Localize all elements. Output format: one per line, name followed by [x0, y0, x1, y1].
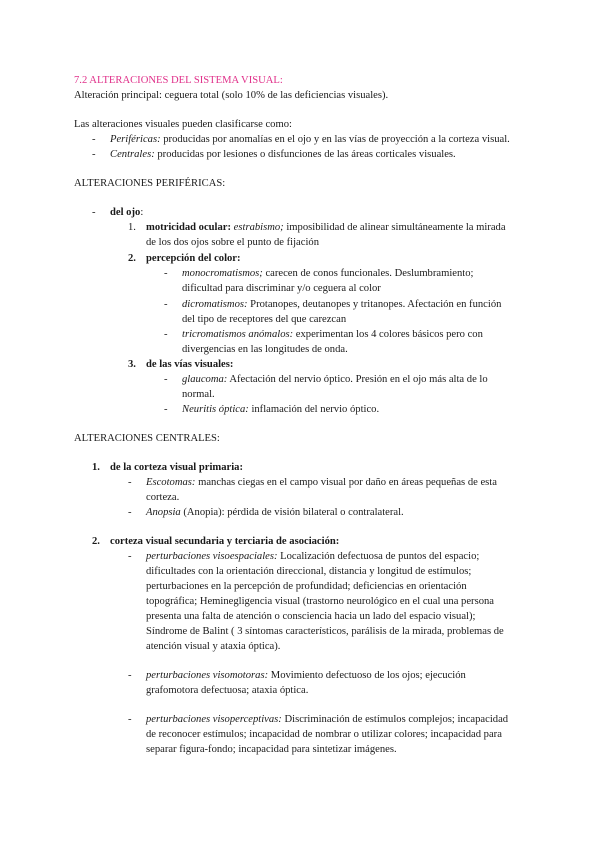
sub-text: Afectación del nervio óptico. Presión en el ojo más alta de lo	[227, 374, 488, 385]
principal-text: : ceguera total (solo 10% de las deficiencias visuales).	[159, 90, 389, 101]
eye-colon: :	[140, 207, 144, 218]
sub-label: perturbaciones visoperceptivas:	[146, 714, 282, 725]
visospatial-line-3: perturbaciones en la percepción de profundidad; deficiencias en orientación	[146, 581, 467, 592]
eye-item	[110, 205, 143, 220]
sub-label: Anopsia	[146, 507, 181, 518]
sub-text: carecen de conos funcionales. Deslumbramiento;	[262, 268, 474, 279]
visospatial-line	[146, 549, 479, 564]
dash-bullet: -	[128, 477, 132, 488]
mono-line-2: dificultad para discriminar y/o ceguera al color	[182, 283, 381, 294]
dash-bullet: -	[92, 149, 96, 160]
visospatial-line-4: topográfica; Heminegligencia visual (trastorno neurológico en el cual una persona	[146, 596, 494, 607]
dash-bullet: -	[164, 374, 168, 385]
visomotor-line	[146, 668, 466, 683]
sub-text: Protanopes, deutanopes y tritanopes. Afectación en función	[247, 299, 502, 310]
motricity-line	[146, 220, 506, 235]
dash-bullet: -	[92, 207, 96, 218]
type-peripheral	[110, 132, 510, 147]
visospatial-line-7: atención visual y ataxia óptica).	[146, 641, 281, 652]
escotomas-line-2: corteza.	[146, 492, 180, 503]
tri-line	[182, 327, 483, 342]
association-cortex-label: corteza visual secundaria y terciaria de asociación:	[110, 536, 340, 547]
item-number: 2.	[92, 536, 100, 547]
visospatial-line-2: dificultades con la orientación direccional, distancia y longitud de estímulos;	[146, 566, 472, 577]
mono-line	[182, 266, 473, 281]
sub-text: Movimiento defectuoso de los ojos; ejecución	[268, 670, 466, 681]
eye-label: del ojo	[110, 207, 141, 218]
sub-label: perturbaciones visomotoras:	[146, 670, 269, 681]
dash-bullet: -	[128, 507, 132, 518]
dash-bullet: -	[92, 134, 96, 145]
principal-line	[74, 88, 388, 103]
type-label: Periféricas:	[110, 134, 161, 145]
sub-text: inflamación del nervio óptico.	[248, 404, 380, 415]
type-text: producidas por anomalías en el ojo y en las vías de proyección a la corteza visual.	[160, 134, 510, 145]
sub-text: manchas ciegas en el campo visual por daño en áreas pequeñas de esta	[195, 477, 497, 488]
color-perception-label: percepción del color:	[146, 253, 241, 264]
item-text: imposibilidad de alinear simultáneamente la mirada	[283, 222, 506, 233]
glaucoma-line	[182, 372, 488, 387]
anopsia-line	[146, 505, 404, 520]
item-number: 1.	[92, 462, 100, 473]
dash-bullet: -	[128, 670, 132, 681]
sub-label: Escotomas:	[146, 477, 196, 488]
dash-bullet: -	[164, 299, 168, 310]
sub-label: perturbaciones visoespaciales:	[146, 551, 278, 562]
type-central	[110, 147, 456, 162]
dash-bullet: -	[128, 551, 132, 562]
visospatial-line-5: presenta una falta de atención o consciencia hacia un lado del espacio visual);	[146, 611, 476, 622]
tri-line-2: divergencias en las longitudes de onda.	[182, 344, 348, 355]
visoperceptive-line-2: de reconocer estímulos; incapacidad de nombrar o utilizar colores; incapacidad para	[146, 729, 502, 740]
dash-bullet: -	[164, 329, 168, 340]
visual-pathways-label: de las vías visuales:	[146, 359, 234, 370]
section-title: 7.2 ALTERACIONES DEL SISTEMA VISUAL:	[74, 75, 283, 86]
sub-label: dicromatismos:	[182, 299, 248, 310]
dash-bullet: -	[128, 714, 132, 725]
item-italic: estrabismo;	[231, 222, 284, 233]
sub-label: Neuritis óptica:	[182, 404, 249, 415]
type-text: producidas por lesiones o disfunciones de las áreas corticales visuales.	[154, 149, 456, 160]
sub-label: tricromatismos anómalos:	[182, 329, 294, 340]
principal-label: Alteración principal	[74, 90, 160, 101]
dash-bullet: -	[164, 268, 168, 279]
peripheral-heading: ALTERACIONES PERIFÉRICAS:	[74, 178, 226, 189]
sub-text: Discriminación de estímulos complejos; incapacidad	[281, 714, 509, 725]
dash-bullet: -	[164, 404, 168, 415]
escotomas-line	[146, 475, 497, 490]
primary-cortex-label: de la corteza visual primaria:	[110, 462, 243, 473]
sub-text: (Anopia): pérdida de visión bilateral o contralateral.	[180, 507, 404, 518]
sub-label: monocromatismos;	[182, 268, 263, 279]
sub-text: Localización defectuosa de puntos del espacio;	[277, 551, 480, 562]
visospatial-line-6: Síndrome de Balint ( 3 síntomas característicos, parálisis de la mirada, problemas de	[146, 626, 504, 637]
item-label: motricidad ocular:	[146, 222, 232, 233]
neuritis-line	[182, 402, 379, 417]
item-number: 2.	[128, 253, 136, 264]
classify-line: Las alteraciones visuales pueden clasificarse como:	[74, 119, 292, 130]
glaucoma-line-2: normal.	[182, 389, 215, 400]
visoperceptive-line-3: separar figura-fondo; incapacidad para sintetizar imágenes.	[146, 744, 397, 755]
visoperceptive-line	[146, 712, 508, 727]
visomotor-line-2: grafomotora defectuosa; ataxia óptica.	[146, 685, 309, 696]
sub-label: glaucoma:	[182, 374, 228, 385]
di-line	[182, 297, 501, 312]
type-label: Centrales:	[110, 149, 155, 160]
motricity-line-2: de los dos ojos sobre el punto de fijación	[146, 237, 320, 248]
sub-text: experimentan los 4 colores básicos pero con	[293, 329, 483, 340]
item-number: 3.	[128, 359, 136, 370]
di-line-2: del tipo de receptores del que carezcan	[182, 314, 347, 325]
central-heading: ALTERACIONES CENTRALES:	[74, 433, 220, 444]
item-number: 1.	[128, 222, 136, 233]
